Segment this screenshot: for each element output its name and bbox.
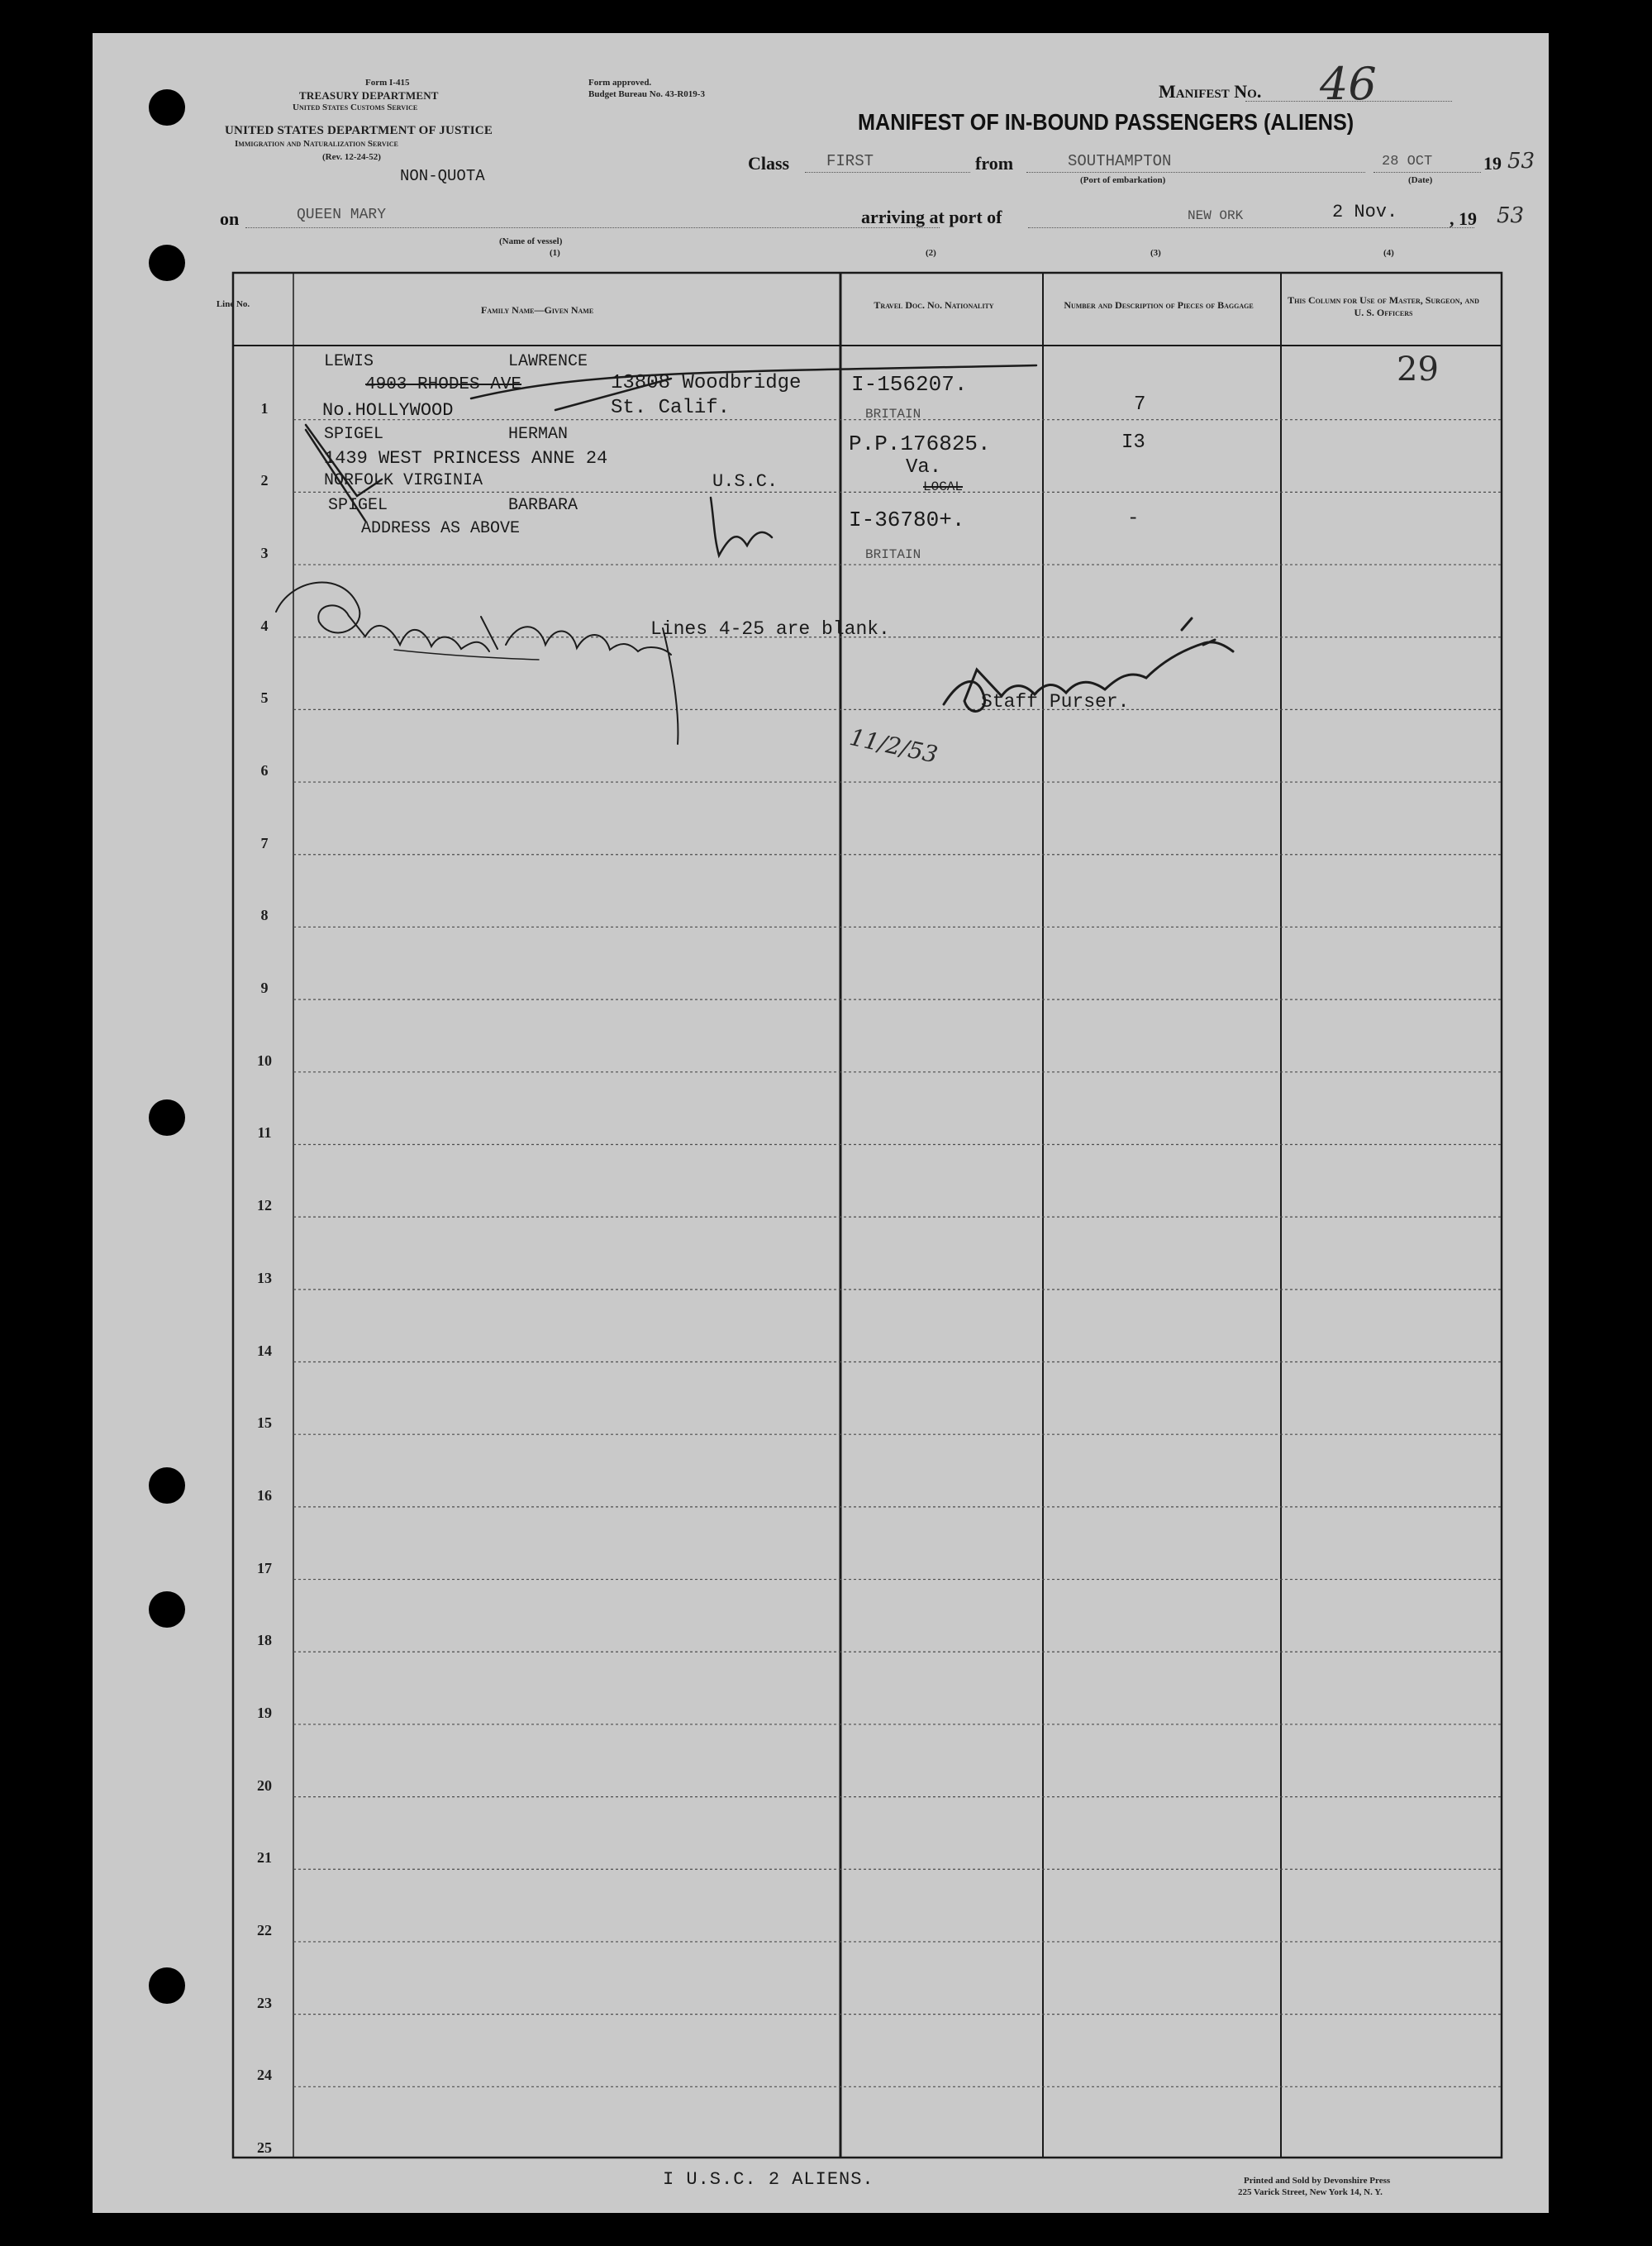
column-number-2: (2) bbox=[926, 248, 936, 258]
line-number: 16 bbox=[257, 1486, 272, 1504]
p3-family-name: SPIGEL bbox=[328, 496, 388, 515]
manifest-number: 46 bbox=[1320, 58, 1377, 110]
year-suffix: 53 bbox=[1507, 149, 1535, 174]
form-approved: Form approved. bbox=[588, 78, 652, 88]
printer-line-2: 225 Varick Street, New York 14, N. Y. bbox=[1238, 2187, 1383, 2197]
line-number: 3 bbox=[260, 545, 269, 562]
address-strike-line bbox=[471, 365, 1036, 398]
p2-travel-doc: P.P.176825. bbox=[849, 432, 991, 456]
column-number-1: (1) bbox=[550, 248, 560, 258]
line-number: 24 bbox=[257, 2067, 272, 2084]
from-label: from bbox=[975, 153, 1014, 174]
p1-city: No.HOLLYWOOD bbox=[322, 400, 454, 421]
line-number: 14 bbox=[257, 1342, 272, 1359]
baggage-header: Number and Description of Pieces of Baggage bbox=[1064, 299, 1254, 311]
p1-family-name: LEWIS bbox=[324, 352, 374, 371]
manifest-page bbox=[93, 33, 1549, 2213]
line-number: 19 bbox=[257, 1704, 272, 1721]
column-number-4: (4) bbox=[1383, 248, 1394, 258]
on-label: on bbox=[220, 208, 240, 229]
treasury-department: TREASURY DEPARTMENT bbox=[299, 89, 439, 102]
line-number: 6 bbox=[260, 762, 269, 780]
blank-lines-note: Lines 4-25 are blank. bbox=[650, 618, 890, 640]
line-number: 23 bbox=[257, 1994, 272, 2011]
name-header: Family Name—Given Name bbox=[481, 304, 594, 316]
year-prefix: 19 bbox=[1483, 153, 1502, 174]
line-number: 15 bbox=[257, 1414, 272, 1432]
p1-nationality: BRITAIN bbox=[865, 407, 921, 422]
line-number: 11 bbox=[257, 1124, 272, 1142]
manifest-label: Manifest No. bbox=[1159, 81, 1262, 102]
line-number: 17 bbox=[257, 1559, 272, 1576]
line-number: 5 bbox=[260, 689, 269, 707]
purser-signature-marks bbox=[1182, 618, 1215, 645]
p3-given-name: BARBARA bbox=[508, 496, 578, 515]
p2-struck-nationality: LOCAL bbox=[923, 479, 964, 494]
line-number: 21 bbox=[257, 1849, 272, 1867]
line-number: 7 bbox=[260, 834, 269, 851]
handwritten-initial bbox=[711, 498, 772, 556]
p1-travel-doc: I-156207. bbox=[851, 372, 968, 397]
quota-label: NON-QUOTA bbox=[400, 167, 485, 185]
line-number: 25 bbox=[257, 2139, 272, 2156]
footer-summary: I U.S.C. 2 ALIENS. bbox=[663, 2169, 874, 2190]
arrival-year-prefix: , 19 bbox=[1450, 208, 1477, 229]
signature-date: 11/2/53 bbox=[847, 723, 940, 769]
line-number: 22 bbox=[257, 1921, 272, 1938]
address-strike-mark bbox=[555, 379, 671, 410]
customs-service: United States Customs Service bbox=[293, 103, 418, 112]
entry-check-mark bbox=[306, 425, 382, 496]
ins-label: Immigration and Naturalization Service bbox=[235, 139, 398, 149]
date-value: 28 OCT bbox=[1382, 154, 1433, 169]
line-number: 12 bbox=[257, 1197, 272, 1214]
purser-title: Staff Purser. bbox=[981, 691, 1130, 713]
travel-doc-header: Travel Doc. No. Nationality bbox=[874, 299, 994, 311]
p2-address: 1439 WEST PRINCESS ANNE 24 bbox=[324, 448, 608, 469]
p2-family-name: SPIGEL bbox=[324, 425, 384, 444]
port-caption: (Port of embarkation) bbox=[1080, 175, 1166, 185]
line-number: 1 bbox=[260, 399, 269, 417]
printer-line-1: Printed and Sold by Devonshire Press bbox=[1244, 2176, 1391, 2186]
line-number: 20 bbox=[257, 1776, 272, 1794]
form-number: Form I-415 bbox=[365, 78, 410, 88]
vessel-value: QUEEN MARY bbox=[297, 207, 387, 223]
p2-baggage: I3 bbox=[1121, 432, 1145, 454]
arrival-date: 2 Nov. bbox=[1332, 202, 1398, 222]
officers-header: This Column for Use of Master, Surgeon, and U. S. Officers bbox=[1288, 294, 1479, 318]
entry-connector-line bbox=[306, 430, 365, 521]
p3-nationality: BRITAIN bbox=[865, 547, 921, 562]
column-number-3: (3) bbox=[1150, 248, 1161, 258]
p1-baggage: 7 bbox=[1134, 393, 1146, 416]
officer-signature-flourish bbox=[394, 650, 539, 660]
handwriting-layer bbox=[93, 33, 1549, 2213]
p1-old-address: 4903 RHODES AVE bbox=[365, 375, 522, 394]
date-caption: (Date) bbox=[1408, 175, 1433, 185]
p2-status: U.S.C. bbox=[712, 471, 778, 492]
p1-state: St. Calif. bbox=[611, 397, 731, 419]
arrival-port: NEW ORK bbox=[1188, 208, 1244, 223]
p2-given-name: HERMAN bbox=[508, 425, 569, 444]
class-label: Class bbox=[748, 153, 790, 174]
line-no-header: Line No. bbox=[216, 299, 250, 309]
revision-label: (Rev. 12-24-52) bbox=[322, 152, 381, 162]
arriving-label: arriving at port of bbox=[861, 207, 1002, 227]
line-number: 2 bbox=[260, 472, 269, 489]
class-value: FIRST bbox=[826, 152, 874, 170]
budget-bureau: Budget Bureau No. 43-R019-3 bbox=[588, 89, 705, 99]
vessel-caption: (Name of vessel) bbox=[499, 236, 563, 246]
line-number: 8 bbox=[260, 907, 269, 924]
officer-note: 29 bbox=[1397, 350, 1439, 389]
p3-address: ADDRESS AS ABOVE bbox=[361, 519, 521, 538]
p2-city: NORFOLK VIRGINIA bbox=[324, 471, 483, 490]
line-number: 18 bbox=[257, 1632, 272, 1649]
arrival-year-suffix: 53 bbox=[1497, 203, 1525, 228]
justice-department: UNITED STATES DEPARTMENT OF JUSTICE bbox=[225, 124, 493, 137]
purser-signature bbox=[944, 642, 1233, 712]
manifest-title: MANIFEST OF IN-BOUND PASSENGERS (ALIENS) bbox=[858, 109, 1354, 135]
p1-given-name: LAWRENCE bbox=[508, 352, 588, 371]
line-number: 4 bbox=[260, 617, 269, 634]
line-number: 10 bbox=[257, 1051, 272, 1069]
p1-address: 13808 Woodbridge bbox=[611, 372, 802, 394]
line-number: 9 bbox=[260, 980, 269, 997]
from-value: SOUTHAMPTON bbox=[1068, 152, 1172, 170]
p3-travel-doc: I-36780+. bbox=[849, 508, 965, 532]
officer-signature bbox=[276, 583, 678, 744]
p3-baggage: - bbox=[1127, 508, 1140, 530]
p2-doc-state: Va. bbox=[906, 456, 942, 479]
line-number: 13 bbox=[257, 1269, 272, 1286]
